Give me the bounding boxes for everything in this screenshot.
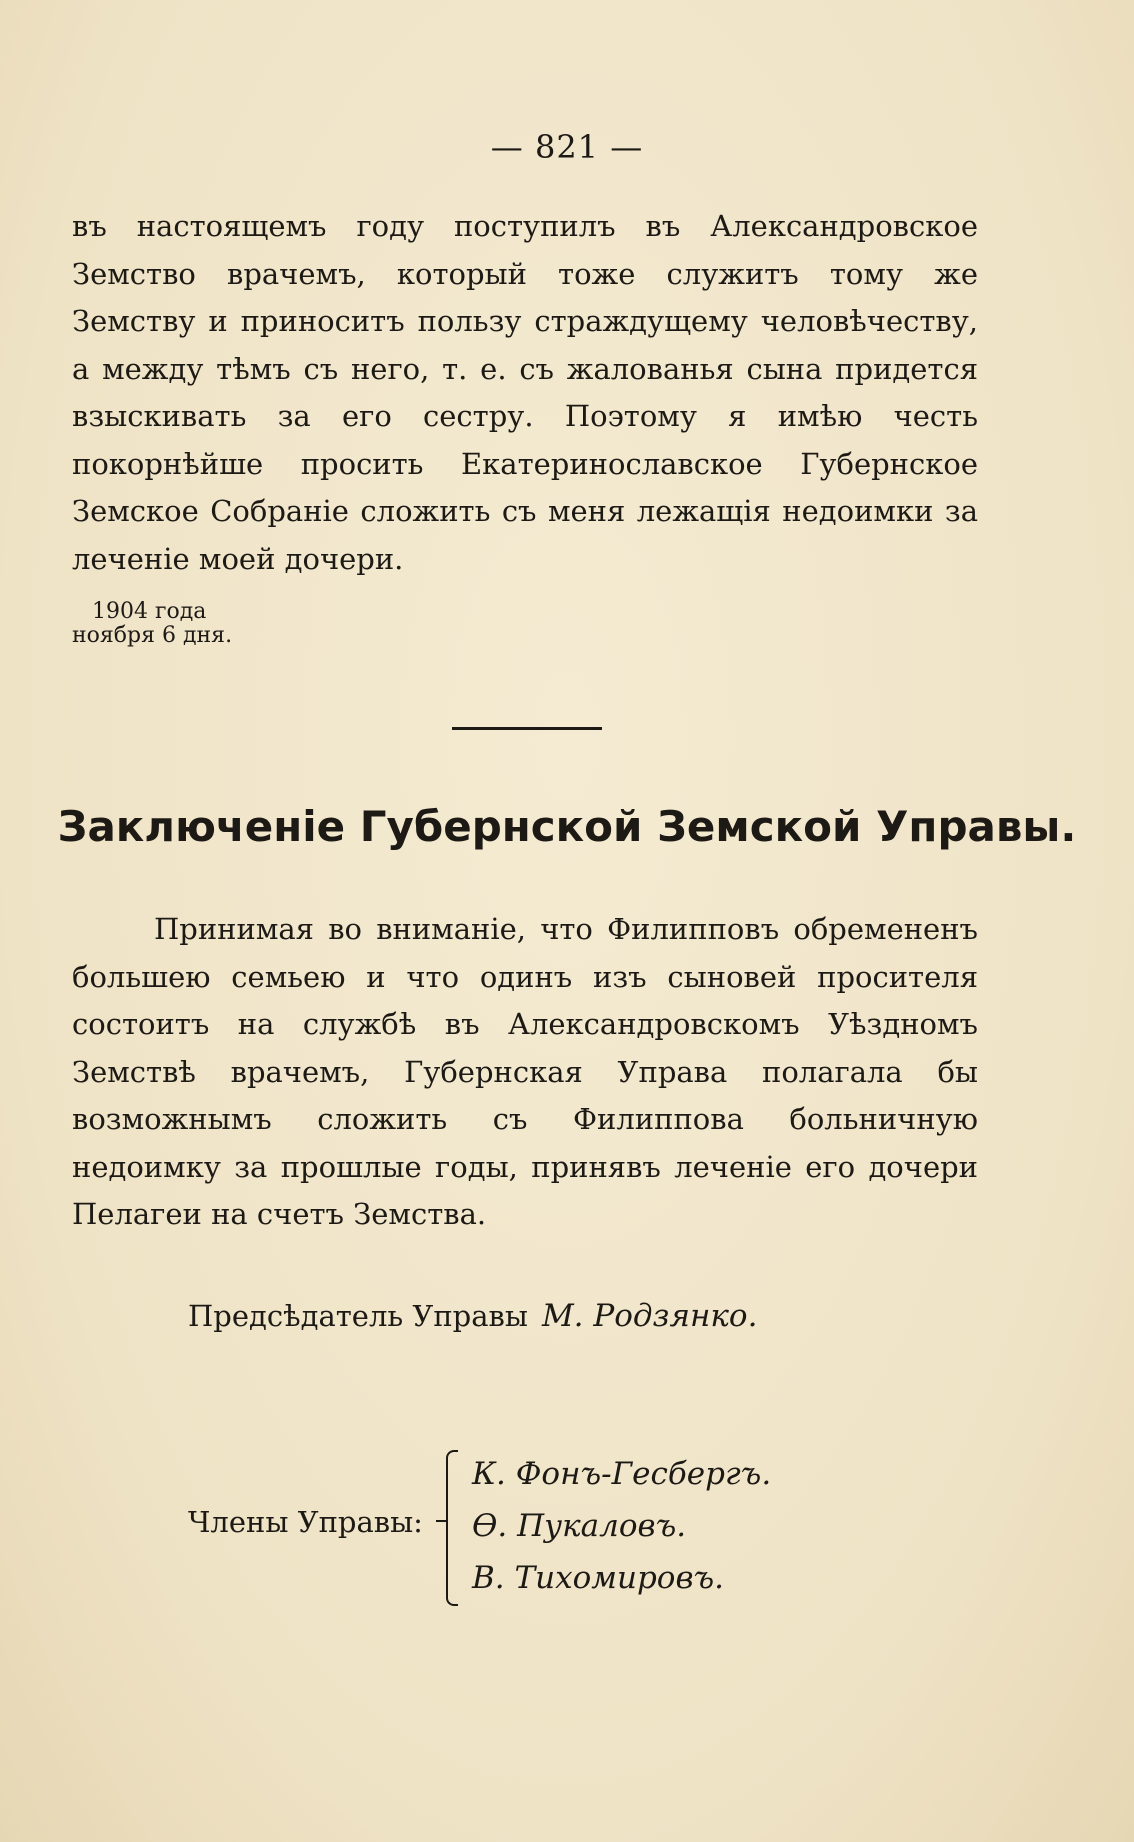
member-name: В. Тихомировъ. bbox=[472, 1560, 725, 1596]
member-name: К. Фонъ-Гесбергъ. bbox=[472, 1456, 772, 1492]
members-label: Члены Управы: bbox=[188, 1505, 423, 1539]
date-day: ноября 6 дня. bbox=[72, 623, 233, 648]
members-brace bbox=[446, 1450, 458, 1606]
chairman-signature: М. Родзянко. bbox=[541, 1298, 758, 1334]
section-divider bbox=[452, 727, 602, 730]
conclusion-paragraph: Принимая во вниманіе, что Филипповъ обремененъ большею семьею и что одинъ изъ сыновей просителя состоитъ на службѣ въ Александровскомъ Уѣздномъ Земствѣ врачемъ, Губернская Управа полагала бы возможнымъ сложить съ Филиппова больничную недоимку за прошлые годы, принявъ леченіе его дочери Пелагеи на счетъ Земства. bbox=[72, 912, 978, 1231]
chairman-label: Предсѣдатель Управы bbox=[188, 1299, 528, 1333]
members-list bbox=[472, 1448, 771, 1604]
section-heading: Заключеніе Губернской Земской Управы. bbox=[57, 802, 1077, 851]
petition-paragraph: въ настоящемъ году поступилъ въ Александровское Земство врачемъ, который тоже служитъ тому же Земству и приноситъ пользу страждущему человѣчеству, а между тѣмъ съ него, т. е. съ жалованья сына придется взыскивать за его сестру. Поэтому я имѣю честь покорнѣйше просить Екатеринославское Губернское Земское Собраніе сложить съ меня лежащія недоимки за леченіе моей дочери. bbox=[72, 209, 978, 576]
chairman-line bbox=[188, 1298, 757, 1334]
member-name: Ѳ. Пукаловъ. bbox=[472, 1508, 687, 1544]
date-year: 1904 года bbox=[92, 599, 207, 624]
petition-date bbox=[72, 600, 232, 648]
page-number: — 821 — bbox=[490, 128, 644, 166]
members-brace-tip bbox=[436, 1520, 448, 1522]
